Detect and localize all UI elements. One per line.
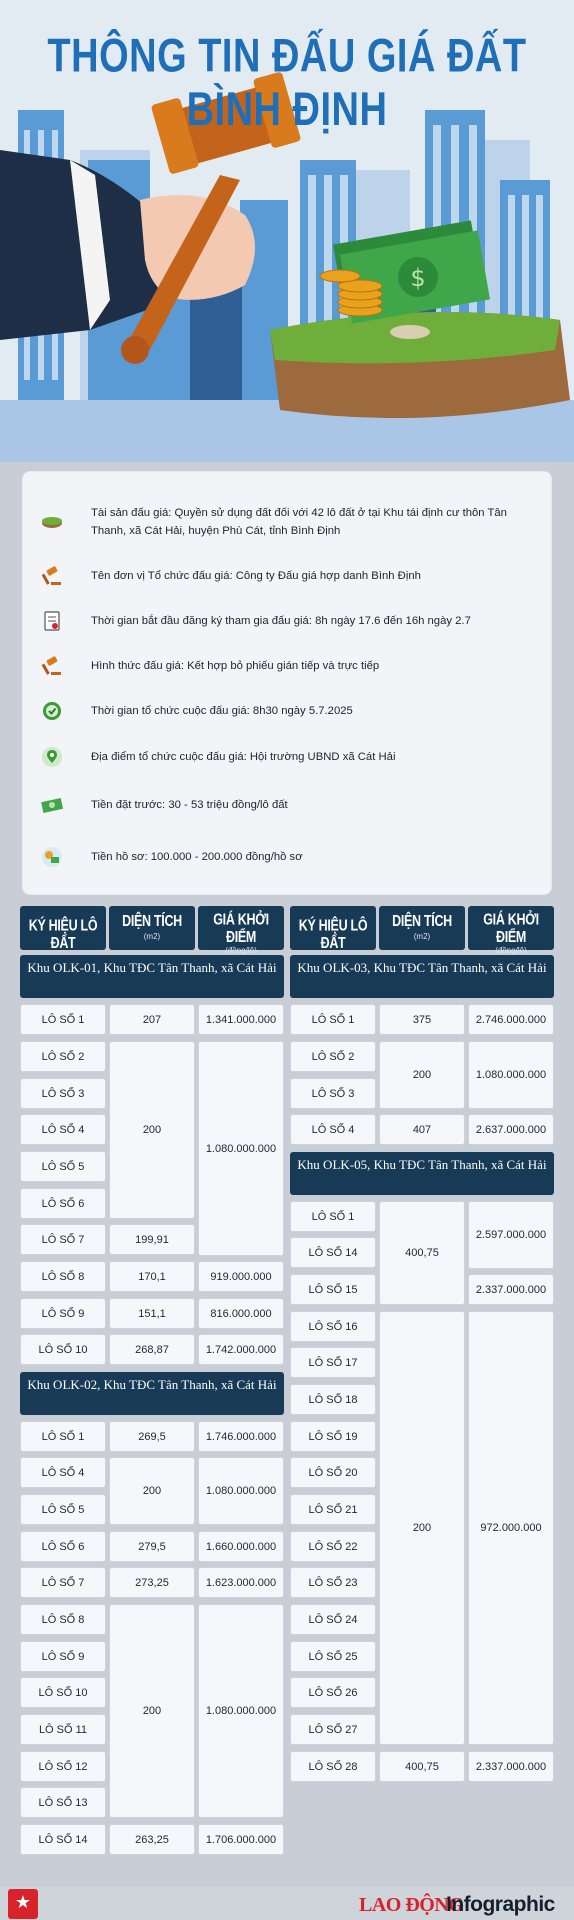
area-cell: 200 <box>109 1604 195 1818</box>
area-cell: 375 <box>379 1004 465 1035</box>
area-cell: 200 <box>109 1041 195 1219</box>
zone-header-olk-02: Khu OLK-02, Khu TĐC Tân Thanh, xã Cát Hải <box>20 1372 284 1415</box>
price-cell: 919.000.000 <box>198 1261 284 1292</box>
price-cell: 2.637.000.000 <box>468 1114 554 1145</box>
lot-cell: LÔ SỐ 19 <box>290 1421 376 1452</box>
price-cell: 1.080.000.000 <box>198 1041 284 1256</box>
area-cell: 268,87 <box>109 1334 195 1365</box>
area-cell: 199,91 <box>109 1224 195 1255</box>
info-text: Tài sản đấu giá: Quyền sử dụng đất đối với 42 lô đất ở tại Khu tái định cư thôn Tân Thanh, xã Cát Hải, huyện Phù Cát, tỉnh Bình Định <box>91 507 507 537</box>
gavel-icon <box>41 565 63 587</box>
zone-header-olk-03: Khu OLK-03, Khu TĐC Tân Thanh, xã Cát Hải <box>290 955 554 998</box>
brand-laodong: LAO ĐỘNG <box>359 1894 464 1916</box>
lot-cell: LÔ SỐ 7 <box>20 1224 106 1255</box>
column-header-price: GIÁ KHỞI ĐIỂM (đồng/lô) <box>198 906 284 950</box>
land-icon <box>41 511 63 533</box>
price-cell: 1.080.000.000 <box>468 1041 554 1109</box>
hero-illustration <box>0 0 574 462</box>
price-cell: 2.597.000.000 <box>468 1201 554 1269</box>
column-header-price: GIÁ KHỞI ĐIỂM (đồng/lô) <box>468 906 554 950</box>
lot-cell: LÔ SỐ 15 <box>290 1274 376 1305</box>
coins-icon <box>41 846 63 868</box>
lot-cell: LÔ SỐ 6 <box>20 1531 106 1562</box>
lot-cell: LÔ SỐ 26 <box>290 1677 376 1708</box>
lot-cell: LÔ SỐ 13 <box>20 1787 106 1818</box>
lot-cell: LÔ SỐ 24 <box>290 1604 376 1635</box>
footer <box>0 1887 574 1920</box>
lot-cell: LÔ SỐ 10 <box>20 1334 106 1365</box>
info-item-location <box>23 745 553 769</box>
money-icon <box>41 794 63 816</box>
lot-cell: LÔ SỐ 7 <box>20 1567 106 1598</box>
info-text: Địa điểm tổ chức cuộc đấu giá: Hội trường UBND xã Cát Hải <box>91 751 396 763</box>
info-item-organizer <box>23 564 553 588</box>
svg-text:$: $ <box>410 264 426 292</box>
lot-cell: LÔ SỐ 14 <box>20 1824 106 1855</box>
price-cell: 1.742.000.000 <box>198 1334 284 1365</box>
lot-cell: LÔ SỐ 1 <box>20 1421 106 1452</box>
area-cell: 273,25 <box>109 1567 195 1598</box>
lot-cell: LÔ SỐ 2 <box>20 1041 106 1072</box>
info-item-asset <box>23 502 553 542</box>
area-cell: 279,5 <box>109 1531 195 1562</box>
lot-cell: LÔ SỐ 8 <box>20 1604 106 1635</box>
lot-cell: LÔ SỐ 1 <box>20 1004 106 1035</box>
area-cell: 200 <box>109 1457 195 1525</box>
lot-cell: LÔ SỐ 22 <box>290 1531 376 1562</box>
lot-cell: LÔ SỐ 28 <box>290 1751 376 1782</box>
price-cell: 1.660.000.000 <box>198 1531 284 1562</box>
area-cell: 200 <box>379 1311 465 1745</box>
info-item-time <box>23 699 553 723</box>
lot-cell: LÔ SỐ 16 <box>290 1311 376 1342</box>
lot-cell: LÔ SỐ 27 <box>290 1714 376 1745</box>
lot-cell: LÔ SỐ 9 <box>20 1641 106 1672</box>
price-cell: 1.341.000.000 <box>198 1004 284 1035</box>
info-text: Tên đơn vị Tổ chức đấu giá: Công ty Đấu giá hợp danh Bình Định <box>91 570 421 582</box>
lot-cell: LÔ SỐ 8 <box>20 1261 106 1292</box>
lot-cell: LÔ SỐ 4 <box>20 1457 106 1488</box>
brand-infographic: Infographic <box>446 1893 555 1916</box>
lot-cell: LÔ SỐ 2 <box>290 1041 376 1072</box>
lot-cell: LÔ SỐ 9 <box>20 1298 106 1329</box>
info-text: Hình thức đấu giá: Kết hợp bỏ phiếu gián tiếp và trực tiếp <box>91 660 380 672</box>
gavel-icon <box>41 655 63 677</box>
lot-cell: LÔ SỐ 21 <box>290 1494 376 1525</box>
document-icon <box>41 610 63 632</box>
lot-cell: LÔ SỐ 10 <box>20 1677 106 1708</box>
lot-cell: LÔ SỐ 23 <box>290 1567 376 1598</box>
area-cell: 200 <box>379 1041 465 1109</box>
info-item-fee <box>23 845 553 869</box>
area-cell: 263,25 <box>109 1824 195 1855</box>
lot-cell: LÔ SỐ 4 <box>290 1114 376 1145</box>
lot-cell: LÔ SỐ 14 <box>290 1237 376 1268</box>
price-cell: 972.000.000 <box>468 1311 554 1745</box>
info-text: Thời gian bắt đầu đăng ký tham gia đấu giá: 8h ngày 17.6 đến 16h ngày 2.7 <box>91 615 471 627</box>
zone-header-olk-05: Khu OLK-05, Khu TĐC Tân Thanh, xã Cát Hải <box>290 1152 554 1195</box>
area-cell: 400,75 <box>379 1751 465 1782</box>
price-cell: 1.746.000.000 <box>198 1421 284 1452</box>
lot-cell: LÔ SỐ 20 <box>290 1457 376 1488</box>
info-text: Tiền đặt trước: 30 - 53 triệu đồng/lô đất <box>91 799 288 811</box>
column-header-lot: KÝ HIỆU LÔ ĐẤT <box>20 906 106 950</box>
area-cell: 407 <box>379 1114 465 1145</box>
lot-cell: LÔ SỐ 12 <box>20 1751 106 1782</box>
price-cell: 816.000.000 <box>198 1298 284 1329</box>
lot-cell: LÔ SỐ 5 <box>20 1151 106 1182</box>
lot-cell: LÔ SỐ 25 <box>290 1641 376 1672</box>
area-cell: 151,1 <box>109 1298 195 1329</box>
price-cell: 1.080.000.000 <box>198 1457 284 1525</box>
lot-cell: LÔ SỐ 3 <box>20 1078 106 1109</box>
lot-cell: LÔ SỐ 18 <box>290 1384 376 1415</box>
price-cell: 1.080.000.000 <box>198 1604 284 1818</box>
area-cell: 269,5 <box>109 1421 195 1452</box>
price-cell: 2.746.000.000 <box>468 1004 554 1035</box>
auction-info-card <box>22 471 552 895</box>
area-cell: 170,1 <box>109 1261 195 1292</box>
lot-cell: LÔ SỐ 6 <box>20 1188 106 1219</box>
lot-cell: LÔ SỐ 1 <box>290 1201 376 1232</box>
column-header-area: DIỆN TÍCH (m2) <box>109 906 195 950</box>
clock-icon <box>41 700 63 722</box>
lot-cell: LÔ SỐ 4 <box>20 1114 106 1145</box>
column-header-area: DIỆN TÍCH (m2) <box>379 906 465 950</box>
area-cell: 400,75 <box>379 1201 465 1305</box>
lot-cell: LÔ SỐ 17 <box>290 1347 376 1378</box>
info-text: Tiền hồ sơ: 100.000 - 200.000 đồng/hồ sơ <box>91 851 303 863</box>
info-text: Thời gian tổ chức cuộc đấu giá: 8h30 ngày 5.7.2025 <box>91 705 353 717</box>
column-header-lot: KÝ HIỆU LÔ ĐẤT <box>290 906 376 950</box>
info-item-deposit <box>23 793 553 817</box>
lot-cell: LÔ SỐ 1 <box>290 1004 376 1035</box>
lot-cell: LÔ SỐ 5 <box>20 1494 106 1525</box>
price-cell: 2.337.000.000 <box>468 1751 554 1782</box>
info-item-format <box>23 654 553 678</box>
star-logo-icon: ★ <box>8 1889 38 1919</box>
area-cell: 207 <box>109 1004 195 1035</box>
zone-header-olk-01: Khu OLK-01, Khu TĐC Tân Thanh, xã Cát Hải <box>20 955 284 998</box>
location-pin-icon <box>41 746 63 768</box>
lot-cell: LÔ SỐ 11 <box>20 1714 106 1745</box>
info-item-registration <box>23 609 553 633</box>
lot-cell: LÔ SỐ 3 <box>290 1078 376 1109</box>
page-title: THÔNG TIN ĐẤU GIÁ ĐẤT BÌNH ĐỊNH <box>47 30 527 137</box>
price-cell: 2.337.000.000 <box>468 1274 554 1305</box>
price-cell: 1.706.000.000 <box>198 1824 284 1855</box>
price-cell: 1.623.000.000 <box>198 1567 284 1598</box>
